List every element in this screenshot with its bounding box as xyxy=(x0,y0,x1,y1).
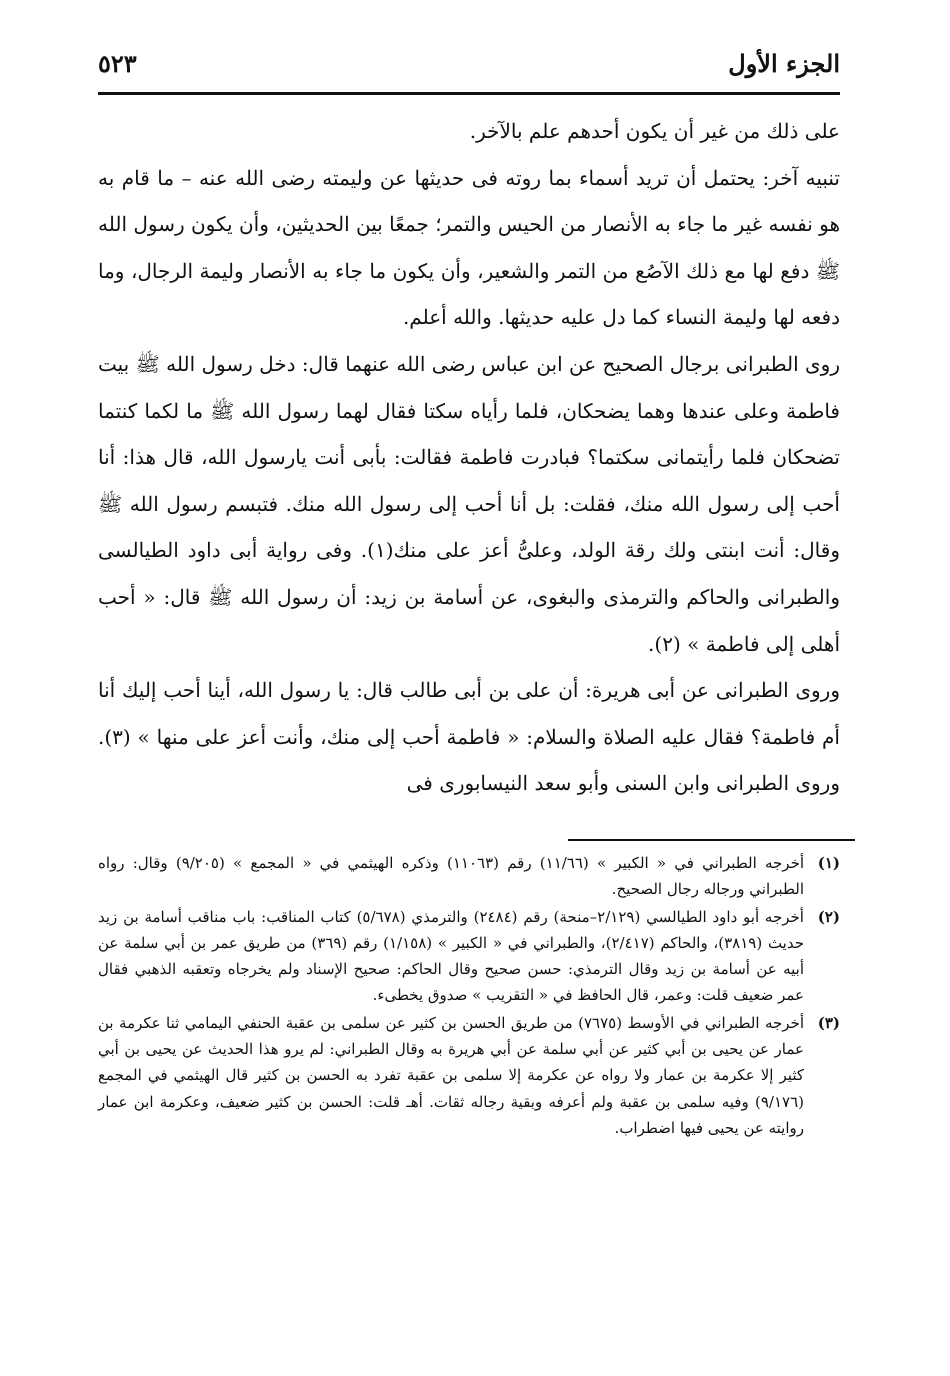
paragraph: روى الطبرانى برجال الصحيح عن ابن عباس رضى الله عنهما قال: دخل رسول الله ﷺ بيت فاطمة وعلى عندها وهما يضحكان، فلما رأياه سكتا فقال لهما رسول الله ﷺ ما لكما كنتما تضحكان فلما رأيتمانى سكتما؟ فبادرت فاطمة فقالت: بأبى أنت يارسول الله، قال هذا: أنا أحب إلى رسول الله منك، فقلت: بل أنا أحب إلى رسول الله منك. فتبسم رسول الله ﷺ وقال: أنت ابنتى ولك رقة الولد، وعلىُّ أعز على منك(١). وفى رواية أبى داود الطيالسى والطبرانى والحاكم والترمذى والبغوى، عن أسامة بن زيد: أن رسول الله ﷺ قال: « أحب أهلى إلى فاطمة » (٢). xyxy=(98,351,840,656)
footnote-text: أخرجه الطبراني في الأوسط (٧٦٧٥) من طريق الحسن بن كثير عن سلمى بن عقبة الحنفي اليمامي ثنا عكرمة بن عمار عن يحيى بن أبي كثير عن أبي سلمة عن أبي هريرة به وقال الطبراني: لم يرو هذا الحديث عن يحيى بن أبي كثير إلا عكرمة بن عمار ولا رواه عن عكرمة إلا سلمى بن عقبة تفرد به الحسن بن كثير قال الهيثمي في المجمع (٩/١٧٦) وفيه سلمى بن عقبة ولم أعرفه وبقية رجاله ثقات. أهـ قلت: الحسن بن كثير ضعيف، وعكرمة ابن عمار روايته عن يحيى فيها اضطراب. xyxy=(98,1013,804,1137)
footnote-separator xyxy=(568,839,855,841)
footnotes xyxy=(98,850,840,1142)
running-head: الجزء الأول xyxy=(728,48,840,78)
footnote-number: (٢) xyxy=(817,907,840,926)
footnote-text: أخرجه أبو داود الطيالسي (٢/١٢٩–منحة) رقم (٢٤٨٤) والترمذي (٥/٦٧٨) كتاب المناقب: باب مناقب أسامة بن زيد حديث (٣٨١٩)، والحاكم (٢/٤١٧)، والطبراني في « الكبير » (١/١٥٨) رقم (٣٦٩) من طريق عمر بن أبي سلمة عن أبيه عن أسامة بن زيد وقال الترمذي: حسن صحيح وقال الحاكم: صحيح الإسناد ولم يخرجاه وتعقبه الذهبي فقال عمر ضعيف قلت: وعمر، قال الحافظ في « التقريب » صدوق يخطىء. xyxy=(98,907,804,1005)
footnote xyxy=(98,1010,840,1141)
footnote-number: (١) xyxy=(817,854,840,872)
paragraph: وروى الطبرانى عن أبى هريرة: أن على بن أبى طالب قال: يا رسول الله، أينا أحب إليك أنا أم فاطمة؟ فقال عليه الصلاة والسلام: « فاطمة أحب إلى منك، وأنت أعز على منها » (٣). وروى الطبرانى وابن السنى وأبو سعد النيسابورى فى xyxy=(98,678,840,796)
paragraph: تنبيه آخر: يحتمل أن تريد أسماء بما روته فى حديثها عن وليمته رضى الله عنه – ما قام به هو نفسه غير ما جاء به الأنصار من الحيس والتمر؛ جمعًا بين الحديثين، وأن يكون رسول الله ﷺ دفع لها مع ذلك الآصُع من التمر والشعير، وأن يكون ما جاء به الأنصار وليمة الرجال، وما دفعه لها وليمة النساء كما دل عليه حديثها. والله أعلم. xyxy=(98,165,840,330)
page-header xyxy=(98,40,840,86)
header-rule xyxy=(98,92,840,95)
footnote-number: (٣) xyxy=(817,1013,840,1032)
paragraph: على ذلك من غير أن يكون أحدهم علم بالآخر. xyxy=(469,119,840,143)
footnote xyxy=(98,850,840,903)
main-text xyxy=(98,108,840,807)
footnote-text: أخرجه الطبراني في « الكبير » (١١/٦٦) رقم (١١٠٦٣) وذكره الهيثمي في « المجمع » (٩/٢٠٥) وقال: رواه الطبراني ورجاله رجال الصحيح. xyxy=(98,854,805,899)
footnote xyxy=(98,904,840,1009)
page-number: ٥٢٣ xyxy=(98,48,137,78)
